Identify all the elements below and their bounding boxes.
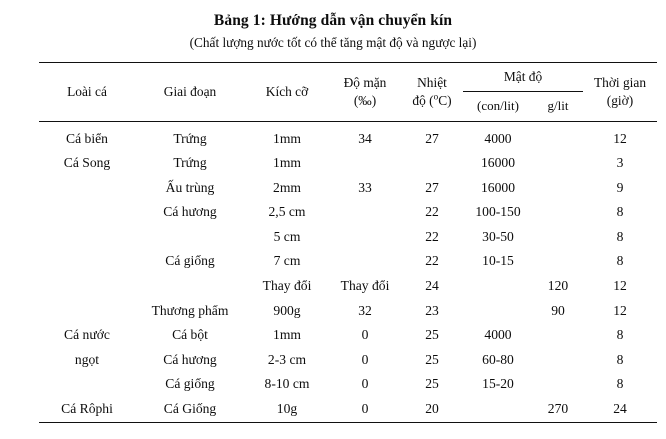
table-row <box>39 176 657 201</box>
cell-species: Cá biển <box>66 130 108 146</box>
cell-stage <box>135 225 245 250</box>
cell-species <box>39 299 135 324</box>
salinity-header-main: Độ mặn <box>343 75 387 91</box>
column-header-stage: Giai đoạn <box>163 83 217 99</box>
cell-salinity <box>329 225 401 250</box>
cell-density-gram <box>533 225 583 250</box>
cell-species <box>39 176 135 201</box>
cell-salinity: 0 <box>361 401 369 417</box>
cell-size: Thay đổi <box>262 278 312 294</box>
temperature-unit-prefix: độ ( <box>412 92 434 108</box>
cell-stage: Thương phẩm <box>151 302 229 318</box>
cell-species <box>39 274 135 299</box>
cell-species: Cá Song <box>63 155 111 171</box>
cell-species <box>39 249 135 274</box>
table-container <box>39 62 647 423</box>
cell-salinity <box>329 200 401 225</box>
header-row <box>39 63 657 92</box>
table-row <box>39 274 657 299</box>
cell-density-count: 60-80 <box>482 351 514 367</box>
table-row <box>39 348 657 373</box>
cell-stage: Cá hương <box>163 204 217 220</box>
table-row <box>39 299 657 324</box>
cell-density-count: 15-20 <box>482 376 514 392</box>
table-row <box>39 249 657 274</box>
table-row <box>39 151 657 176</box>
cell-time: 8 <box>616 253 624 269</box>
cell-stage: Cá Giống <box>163 401 217 417</box>
cell-stage: Cá hương <box>163 351 217 367</box>
cell-temperature: 25 <box>425 327 439 343</box>
cell-time: 3 <box>616 155 624 171</box>
cell-species <box>39 372 135 397</box>
cell-stage: Trứng <box>173 130 207 146</box>
cell-density-gram <box>533 200 583 225</box>
cell-time: 12 <box>613 278 627 294</box>
title-block <box>0 0 666 53</box>
table-row <box>39 225 657 250</box>
cell-density-count: 4000 <box>484 130 512 146</box>
cell-stage: Trứng <box>173 155 207 171</box>
cell-density-count <box>463 274 533 299</box>
cell-stage: Ấu trùng <box>165 179 215 195</box>
transport-guide-table <box>39 62 657 423</box>
table-row <box>39 323 657 348</box>
cell-species: ngọt <box>74 351 100 367</box>
cell-density-count: 10-15 <box>482 253 514 269</box>
cell-density-count <box>463 397 533 422</box>
cell-salinity: 34 <box>358 130 372 146</box>
cell-temperature: 22 <box>425 204 439 220</box>
cell-time: 12 <box>613 302 627 318</box>
cell-density-gram <box>533 127 583 152</box>
cell-species <box>39 200 135 225</box>
cell-size: 900g <box>273 302 301 318</box>
cell-time: 8 <box>616 376 624 392</box>
cell-density-count: 4000 <box>484 327 512 343</box>
cell-density-gram <box>533 176 583 201</box>
cell-species: Cá Rôphi <box>61 401 113 417</box>
cell-salinity: 32 <box>358 302 372 318</box>
degree-symbol: o <box>433 91 439 102</box>
page-title: Bảng 1: Hướng dẫn vận chuyển kín <box>213 12 453 29</box>
cell-density-gram <box>533 348 583 373</box>
cell-salinity <box>329 249 401 274</box>
cell-salinity: 33 <box>358 179 372 195</box>
cell-density-gram: 270 <box>547 401 569 417</box>
cell-density-count: 16000 <box>481 155 515 171</box>
cell-time: 24 <box>613 401 627 417</box>
cell-size: 2,5 cm <box>268 204 306 220</box>
cell-time: 12 <box>613 130 627 146</box>
column-header-species: Loài cá <box>67 83 107 99</box>
cell-temperature: 22 <box>425 253 439 269</box>
salinity-header-unit: (‰) <box>353 92 377 108</box>
cell-density-gram <box>533 323 583 348</box>
cell-density-gram <box>533 249 583 274</box>
table-bottom-rule <box>39 422 657 423</box>
column-header-temperature <box>401 63 463 122</box>
cell-density-gram <box>533 151 583 176</box>
column-header-time <box>583 63 657 122</box>
cell-size: 5 cm <box>273 228 301 244</box>
table-row <box>39 127 657 152</box>
cell-time: 8 <box>616 351 624 367</box>
table-row <box>39 200 657 225</box>
cell-size: 2mm <box>273 179 301 195</box>
cell-size: 1mm <box>273 327 301 343</box>
table-row <box>39 372 657 397</box>
cell-size: 1mm <box>273 130 301 146</box>
cell-temperature: 20 <box>425 401 439 417</box>
cell-time: 8 <box>616 204 624 220</box>
cell-size: 2-3 cm <box>267 351 307 367</box>
page-subtitle: (Chất lượng nước tốt có thể tăng mật độ và ngược lại) <box>189 35 477 51</box>
cell-temperature: 27 <box>425 130 439 146</box>
table-body <box>39 122 657 423</box>
cell-temperature: 25 <box>425 351 439 367</box>
table-footer <box>39 422 657 423</box>
cell-stage: Cá bột <box>172 327 208 343</box>
cell-density-gram <box>533 372 583 397</box>
cell-density-gram: 120 <box>547 278 569 294</box>
cell-temperature: 23 <box>425 302 439 318</box>
table-header <box>39 62 657 122</box>
cell-size: 8-10 cm <box>264 376 310 392</box>
cell-stage: Cá giống <box>165 376 215 392</box>
temperature-unit-suffix: C) <box>438 92 452 108</box>
cell-temperature: 27 <box>425 179 439 195</box>
cell-salinity: 0 <box>361 351 369 367</box>
time-header-main: Thời gian <box>593 75 647 91</box>
column-header-density-count: (con/lit) <box>477 98 519 114</box>
time-header-unit: (giờ) <box>606 92 634 108</box>
temperature-header-unit <box>401 92 463 109</box>
temperature-header-main: Nhiệt <box>417 75 447 91</box>
cell-salinity <box>329 151 401 176</box>
cell-time: 8 <box>616 228 624 244</box>
cell-salinity: 0 <box>361 327 369 343</box>
cell-density-count <box>463 299 533 324</box>
cell-temperature <box>401 151 463 176</box>
cell-stage: Cá giống <box>165 253 215 269</box>
cell-size: 7 cm <box>273 253 301 269</box>
cell-time: 8 <box>616 327 624 343</box>
cell-density-count: 100-150 <box>475 204 521 220</box>
column-header-density-group: Mật độ <box>463 63 583 92</box>
cell-stage <box>135 274 245 299</box>
cell-density-count: 16000 <box>481 179 515 195</box>
cell-species: Cá nước <box>64 327 110 343</box>
table-row <box>39 397 657 422</box>
column-header-size: Kích cỡ <box>265 83 309 99</box>
column-header-salinity <box>329 63 401 122</box>
cell-density-count: 30-50 <box>482 228 514 244</box>
cell-time: 9 <box>616 179 624 195</box>
cell-salinity: 0 <box>361 376 369 392</box>
cell-temperature: 22 <box>425 228 439 244</box>
cell-salinity: Thay đổi <box>340 278 390 294</box>
cell-species <box>39 225 135 250</box>
column-header-density-gram: g/lit <box>547 98 569 114</box>
cell-temperature: 25 <box>425 376 439 392</box>
cell-size: 10g <box>276 401 298 417</box>
cell-temperature: 24 <box>425 278 439 294</box>
cell-density-gram: 90 <box>551 302 565 318</box>
cell-size: 1mm <box>273 155 301 171</box>
